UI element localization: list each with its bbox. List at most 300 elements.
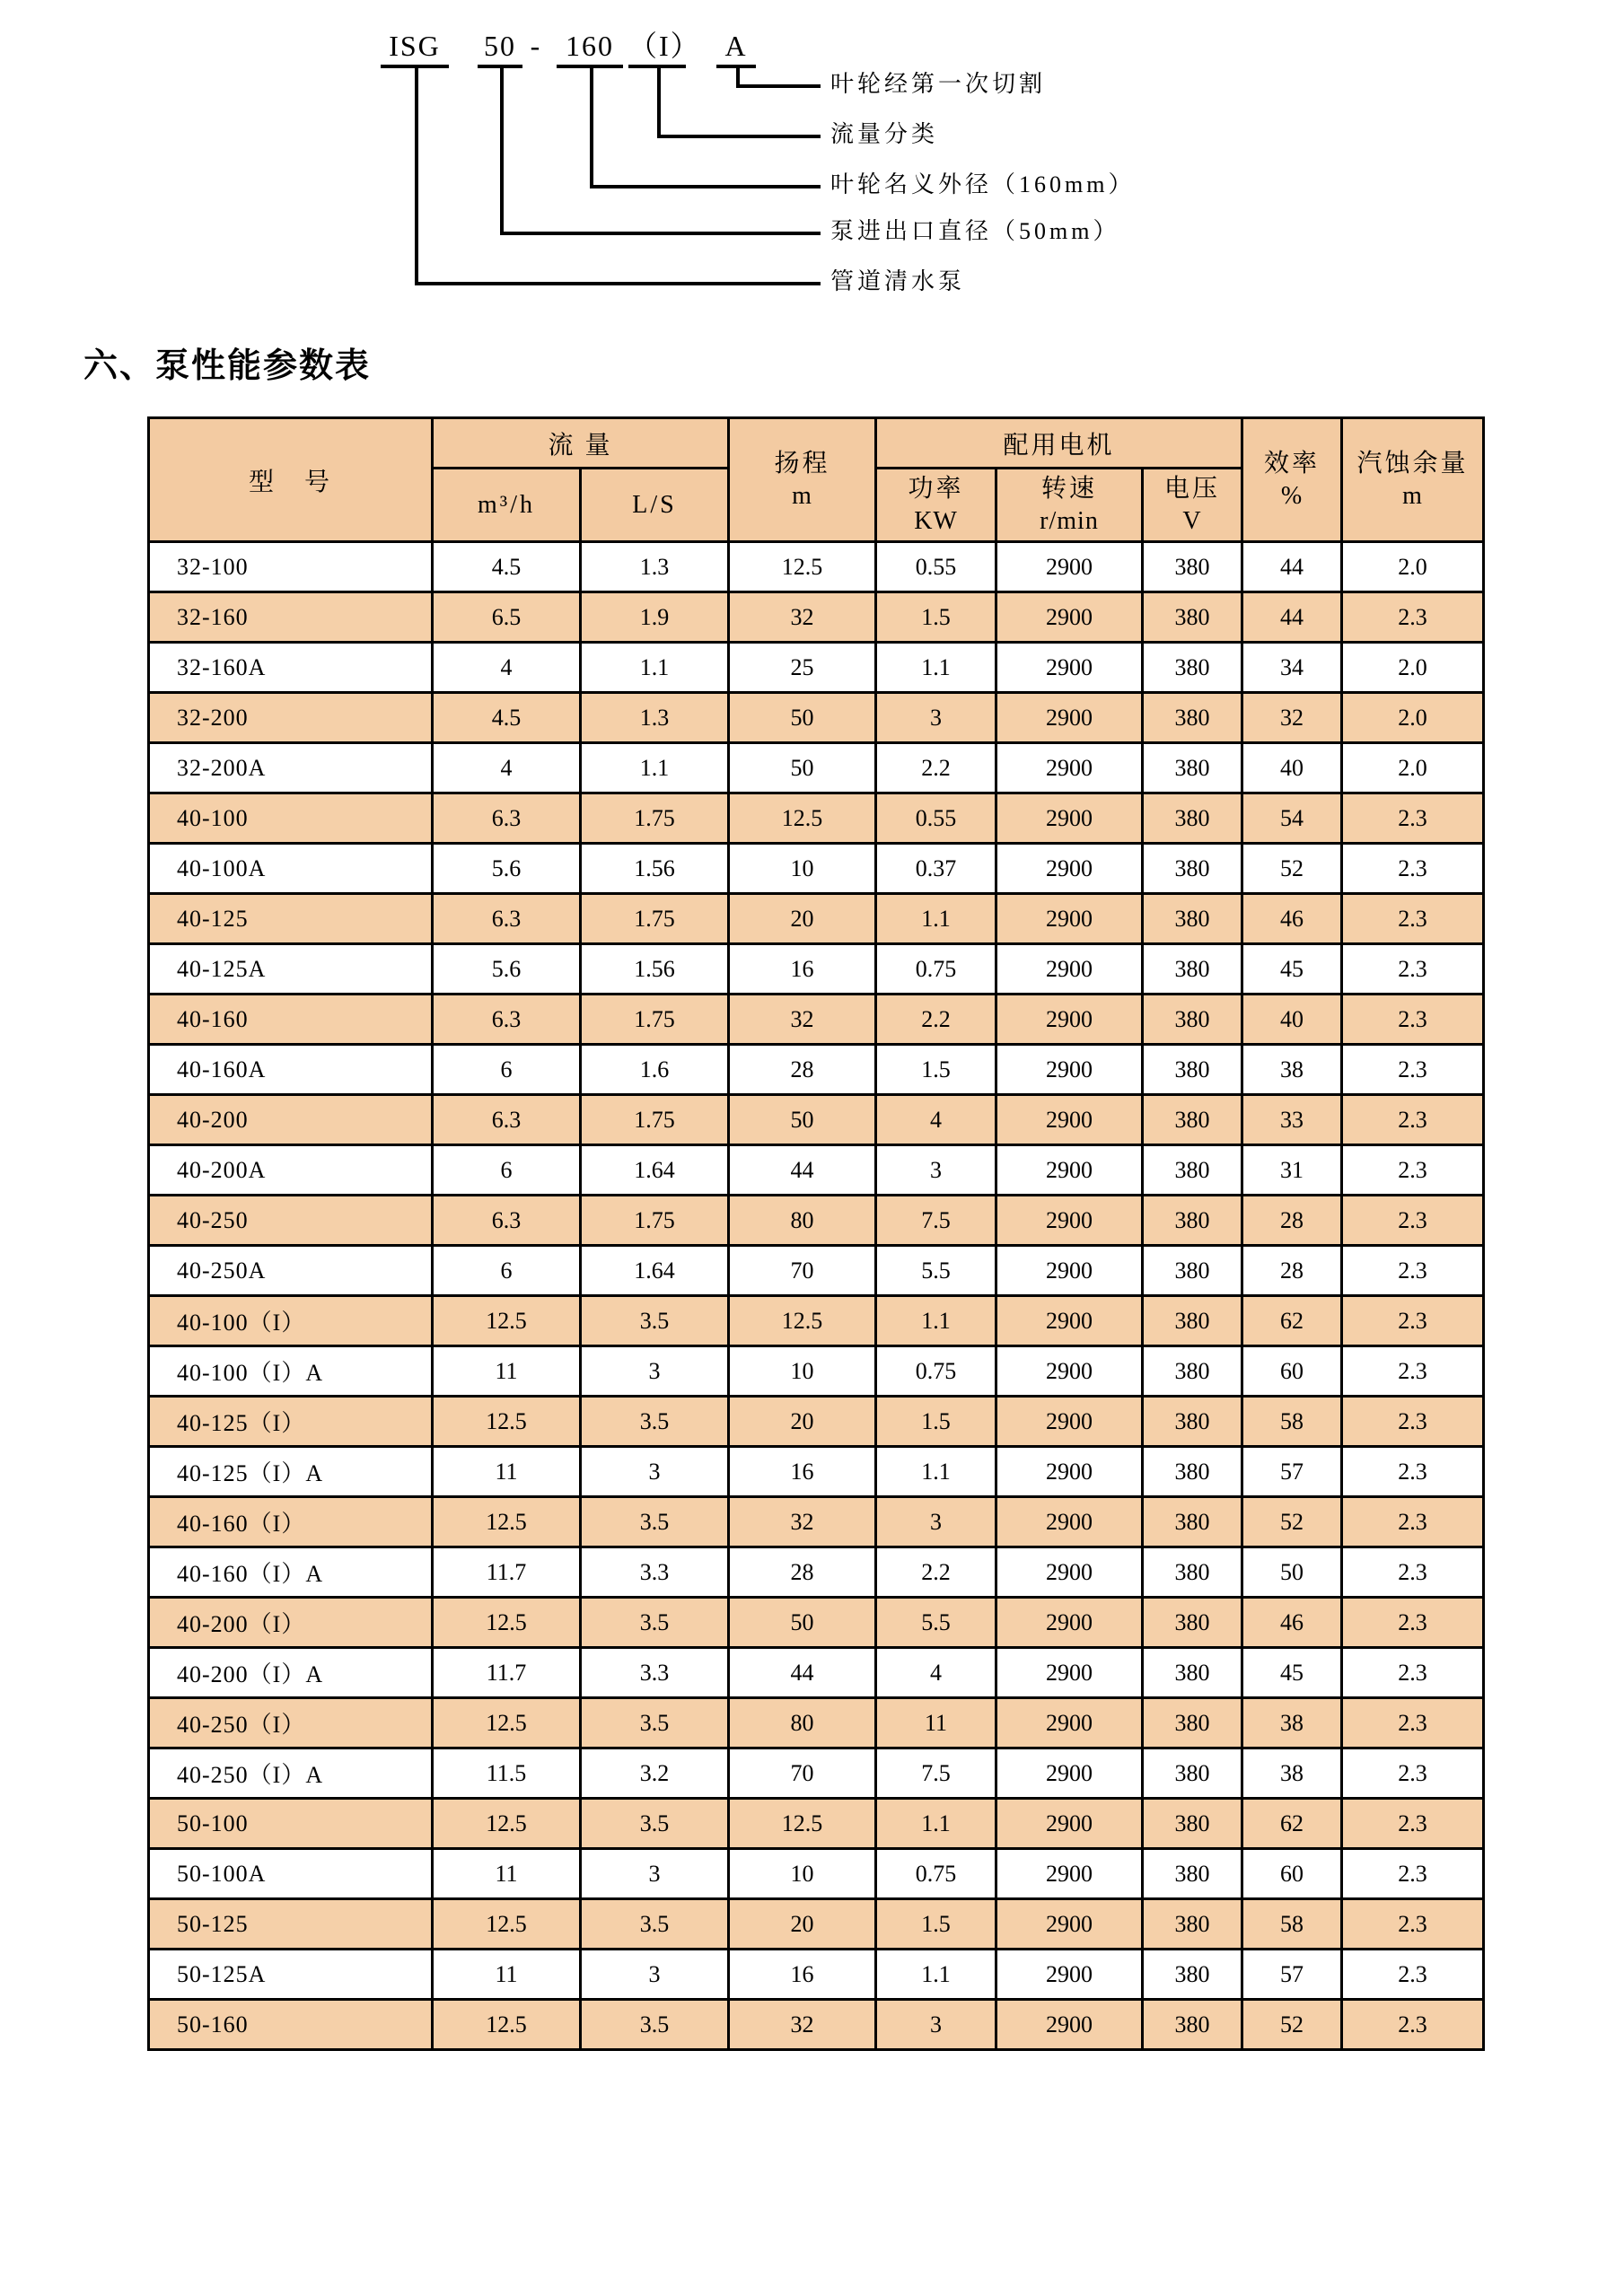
cell-npsh: 2.3 [1342, 1397, 1484, 1447]
cell-npsh: 2.3 [1342, 1799, 1484, 1849]
cell-m3h: 12.5 [433, 1497, 581, 1547]
cell-v: 380 [1143, 844, 1242, 894]
cell-v: 380 [1143, 743, 1242, 793]
cell-v: 380 [1143, 995, 1242, 1045]
header-voltage-label: 电压 [1164, 474, 1221, 503]
cell-npsh: 2.3 [1342, 1346, 1484, 1397]
cell-ls: 1.75 [581, 793, 729, 844]
cell-m3h: 12.5 [433, 1296, 581, 1346]
cell-npsh: 2.3 [1342, 1748, 1484, 1799]
header-flow-group: 流 量 [433, 418, 729, 469]
cell-model: 40-100A [149, 844, 433, 894]
cell-rpm: 2900 [996, 1045, 1143, 1095]
cell-rpm: 2900 [996, 944, 1143, 995]
table-row [149, 1547, 1484, 1598]
table-row [149, 1748, 1484, 1799]
table-row [149, 1950, 1484, 2000]
cell-rpm: 2900 [996, 1598, 1143, 1648]
cell-m3h: 12.5 [433, 1397, 581, 1447]
cell-eff: 46 [1242, 894, 1342, 944]
cell-npsh: 2.3 [1342, 1246, 1484, 1296]
cell-ls: 1.6 [581, 1045, 729, 1095]
cell-rpm: 2900 [996, 1849, 1143, 1899]
table-row [149, 1145, 1484, 1196]
cell-ls: 3 [581, 1849, 729, 1899]
header-power-label: 功率 [908, 474, 964, 503]
cell-npsh: 2.3 [1342, 1648, 1484, 1698]
cell-kw: 1.1 [876, 894, 996, 944]
cell-v: 380 [1143, 1950, 1242, 2000]
cell-eff: 44 [1242, 592, 1342, 643]
code-segment-series: ISG [381, 27, 449, 68]
cell-model: 40-125A [149, 944, 433, 995]
cell-model: 40-160 [149, 995, 433, 1045]
cell-ls: 1.75 [581, 995, 729, 1045]
cell-m3h: 11 [433, 1849, 581, 1899]
table-row [149, 793, 1484, 844]
cell-m3h: 6 [433, 1045, 581, 1095]
cell-m3h: 6.3 [433, 793, 581, 844]
header-npsh [1342, 418, 1484, 542]
cell-v: 380 [1143, 944, 1242, 995]
cell-v: 380 [1143, 1346, 1242, 1397]
cell-head: 44 [729, 1648, 876, 1698]
cell-ls: 3.5 [581, 1397, 729, 1447]
header-head-unit: m [792, 481, 812, 510]
cell-ls: 1.56 [581, 944, 729, 995]
header-efficiency [1242, 418, 1342, 542]
cell-eff: 45 [1242, 944, 1342, 995]
cell-m3h: 6.3 [433, 1095, 581, 1145]
cell-model: 50-125A [149, 1950, 433, 2000]
cell-model: 40-160（I）A [149, 1547, 433, 1598]
cell-head: 32 [729, 2000, 876, 2050]
cell-ls: 3 [581, 1346, 729, 1397]
cell-eff: 52 [1242, 844, 1342, 894]
cell-model: 40-200（I） [149, 1598, 433, 1648]
cell-ls: 1.75 [581, 894, 729, 944]
cell-kw: 7.5 [876, 1196, 996, 1246]
cell-npsh: 2.3 [1342, 1950, 1484, 2000]
cell-model: 32-200A [149, 743, 433, 793]
table-row [149, 643, 1484, 693]
cell-ls: 1.1 [581, 643, 729, 693]
cell-rpm: 2900 [996, 1145, 1143, 1196]
cell-npsh: 2.3 [1342, 944, 1484, 995]
cell-model: 40-100 [149, 793, 433, 844]
cell-ls: 3.3 [581, 1547, 729, 1598]
section-title: 六、泵性能参数表 [83, 347, 372, 385]
cell-ls: 1.75 [581, 1196, 729, 1246]
header-npsh-unit: m [1402, 481, 1423, 510]
cell-npsh: 2.3 [1342, 793, 1484, 844]
cell-kw: 3 [876, 1497, 996, 1547]
cell-model: 40-100（I） [149, 1296, 433, 1346]
cell-rpm: 2900 [996, 1698, 1143, 1748]
cell-m3h: 4.5 [433, 542, 581, 592]
cell-m3h: 12.5 [433, 1698, 581, 1748]
cell-head: 50 [729, 1598, 876, 1648]
cell-v: 380 [1143, 1497, 1242, 1547]
cell-kw: 7.5 [876, 1748, 996, 1799]
cell-v: 380 [1143, 793, 1242, 844]
cell-eff: 57 [1242, 1447, 1342, 1497]
cell-npsh: 2.3 [1342, 1296, 1484, 1346]
cell-eff: 52 [1242, 2000, 1342, 2050]
cell-kw: 4 [876, 1095, 996, 1145]
cell-npsh: 2.3 [1342, 1196, 1484, 1246]
table-row [149, 995, 1484, 1045]
cell-eff: 33 [1242, 1095, 1342, 1145]
cell-eff: 57 [1242, 1950, 1342, 2000]
cell-kw: 0.75 [876, 944, 996, 995]
connector-line-series [415, 68, 821, 285]
header-flow-ls: L/S [581, 469, 729, 542]
cell-npsh: 2.0 [1342, 643, 1484, 693]
cell-kw: 3 [876, 693, 996, 743]
cell-head: 32 [729, 1497, 876, 1547]
cell-model: 40-125 [149, 894, 433, 944]
cell-model: 40-200（I）A [149, 1648, 433, 1698]
cell-rpm: 2900 [996, 693, 1143, 743]
cell-v: 380 [1143, 1849, 1242, 1899]
cell-m3h: 11 [433, 1346, 581, 1397]
cell-m3h: 6 [433, 1246, 581, 1296]
cell-rpm: 2900 [996, 1397, 1143, 1447]
cell-m3h: 6.3 [433, 995, 581, 1045]
cell-eff: 28 [1242, 1196, 1342, 1246]
cell-ls: 3 [581, 1447, 729, 1497]
cell-head: 32 [729, 592, 876, 643]
header-voltage-unit: V [1182, 506, 1202, 535]
cell-eff: 62 [1242, 1799, 1342, 1849]
cell-v: 380 [1143, 1045, 1242, 1095]
cell-model: 32-160 [149, 592, 433, 643]
cell-m3h: 6 [433, 1145, 581, 1196]
cell-npsh: 2.3 [1342, 1547, 1484, 1598]
cell-rpm: 2900 [996, 1196, 1143, 1246]
cell-head: 50 [729, 693, 876, 743]
cell-head: 32 [729, 995, 876, 1045]
cell-eff: 60 [1242, 1346, 1342, 1397]
cell-ls: 3.5 [581, 1598, 729, 1648]
cell-ls: 3.2 [581, 1748, 729, 1799]
cell-model: 50-100 [149, 1799, 433, 1849]
table-row [149, 743, 1484, 793]
cell-ls: 3.5 [581, 1296, 729, 1346]
cell-m3h: 11.5 [433, 1748, 581, 1799]
cell-m3h: 12.5 [433, 1598, 581, 1648]
cell-eff: 52 [1242, 1497, 1342, 1547]
cell-v: 380 [1143, 592, 1242, 643]
cell-m3h: 12.5 [433, 1899, 581, 1950]
cell-npsh: 2.0 [1342, 743, 1484, 793]
cell-ls: 3.5 [581, 1698, 729, 1748]
table-row [149, 2000, 1484, 2050]
cell-v: 380 [1143, 1095, 1242, 1145]
code-segment-cut: A [716, 27, 756, 68]
header-efficiency-unit: % [1280, 481, 1304, 510]
cell-eff: 32 [1242, 693, 1342, 743]
cell-model: 40-250（I）A [149, 1748, 433, 1799]
cell-m3h: 5.6 [433, 944, 581, 995]
table-row [149, 1497, 1484, 1547]
cell-head: 80 [729, 1698, 876, 1748]
code-label-inlet: 泵进出口直径（50mm） [830, 218, 1120, 244]
cell-npsh: 2.0 [1342, 542, 1484, 592]
cell-rpm: 2900 [996, 844, 1143, 894]
cell-head: 25 [729, 643, 876, 693]
cell-eff: 38 [1242, 1045, 1342, 1095]
table-row [149, 894, 1484, 944]
cell-v: 380 [1143, 1748, 1242, 1799]
cell-v: 380 [1143, 1447, 1242, 1497]
cell-eff: 28 [1242, 1246, 1342, 1296]
code-label-series: 管道清水泵 [830, 268, 966, 294]
cell-model: 50-100A [149, 1849, 433, 1899]
cell-eff: 50 [1242, 1547, 1342, 1598]
cell-head: 20 [729, 1899, 876, 1950]
cell-npsh: 2.3 [1342, 1095, 1484, 1145]
cell-kw: 1.5 [876, 1045, 996, 1095]
cell-head: 12.5 [729, 793, 876, 844]
cell-head: 10 [729, 1849, 876, 1899]
cell-m3h: 4 [433, 743, 581, 793]
cell-npsh: 2.3 [1342, 1899, 1484, 1950]
cell-rpm: 2900 [996, 1648, 1143, 1698]
cell-eff: 60 [1242, 1849, 1342, 1899]
cell-v: 380 [1143, 1296, 1242, 1346]
cell-rpm: 2900 [996, 1748, 1143, 1799]
cell-npsh: 2.3 [1342, 1849, 1484, 1899]
header-head [729, 418, 876, 542]
cell-npsh: 2.3 [1342, 1145, 1484, 1196]
cell-model: 40-160A [149, 1045, 433, 1095]
cell-eff: 40 [1242, 743, 1342, 793]
table-row [149, 1045, 1484, 1095]
cell-rpm: 2900 [996, 1346, 1143, 1397]
cell-model: 50-125 [149, 1899, 433, 1950]
cell-m3h: 4.5 [433, 693, 581, 743]
cell-head: 28 [729, 1045, 876, 1095]
cell-kw: 3 [876, 1145, 996, 1196]
cell-rpm: 2900 [996, 1799, 1143, 1849]
cell-head: 16 [729, 944, 876, 995]
cell-head: 44 [729, 1145, 876, 1196]
cell-rpm: 2900 [996, 1547, 1143, 1598]
cell-model: 40-250（I） [149, 1698, 433, 1748]
cell-npsh: 2.3 [1342, 844, 1484, 894]
cell-ls: 1.1 [581, 743, 729, 793]
cell-kw: 1.1 [876, 1950, 996, 2000]
cell-eff: 54 [1242, 793, 1342, 844]
cell-head: 20 [729, 1397, 876, 1447]
cell-m3h: 11.7 [433, 1648, 581, 1698]
header-power-unit: KW [914, 506, 958, 535]
cell-m3h: 4 [433, 643, 581, 693]
table-row [149, 844, 1484, 894]
cell-eff: 31 [1242, 1145, 1342, 1196]
cell-model: 40-250 [149, 1196, 433, 1246]
cell-eff: 34 [1242, 643, 1342, 693]
table-row [149, 1095, 1484, 1145]
pump-model-code-diagram [0, 0, 1624, 323]
cell-head: 12.5 [729, 1799, 876, 1849]
header-flow-m3h: m³/h [433, 469, 581, 542]
cell-v: 380 [1143, 1196, 1242, 1246]
table-row [149, 944, 1484, 995]
table-row [149, 1698, 1484, 1748]
cell-model: 32-100 [149, 542, 433, 592]
cell-rpm: 2900 [996, 2000, 1143, 2050]
cell-rpm: 2900 [996, 1950, 1143, 2000]
cell-npsh: 2.3 [1342, 1045, 1484, 1095]
cell-ls: 1.64 [581, 1145, 729, 1196]
cell-head: 12.5 [729, 1296, 876, 1346]
cell-kw: 4 [876, 1648, 996, 1698]
code-segment-diameter: 160 [557, 27, 623, 68]
cell-v: 380 [1143, 2000, 1242, 2050]
header-efficiency-label: 效率 [1264, 449, 1321, 478]
cell-head: 10 [729, 844, 876, 894]
code-label-flow-class: 流量分类 [830, 121, 939, 147]
table-row [149, 1799, 1484, 1849]
cell-rpm: 2900 [996, 894, 1143, 944]
cell-head: 10 [729, 1346, 876, 1397]
cell-rpm: 2900 [996, 1497, 1143, 1547]
cell-v: 380 [1143, 542, 1242, 592]
cell-head: 50 [729, 1095, 876, 1145]
table-row [149, 1447, 1484, 1497]
cell-v: 380 [1143, 1598, 1242, 1648]
table-row [149, 1397, 1484, 1447]
cell-kw: 0.55 [876, 542, 996, 592]
cell-v: 380 [1143, 643, 1242, 693]
cell-kw: 1.1 [876, 643, 996, 693]
cell-head: 12.5 [729, 542, 876, 592]
header-speed-label: 转速 [1041, 474, 1098, 503]
cell-v: 380 [1143, 894, 1242, 944]
cell-v: 380 [1143, 1397, 1242, 1447]
header-speed [996, 469, 1143, 542]
header-voltage [1143, 469, 1242, 542]
table-row [149, 592, 1484, 643]
cell-head: 16 [729, 1447, 876, 1497]
cell-npsh: 2.3 [1342, 1497, 1484, 1547]
cell-model: 40-125（I） [149, 1397, 433, 1447]
cell-eff: 44 [1242, 542, 1342, 592]
table-body [149, 542, 1484, 2050]
cell-v: 380 [1143, 1799, 1242, 1849]
cell-ls: 1.3 [581, 693, 729, 743]
cell-npsh: 2.3 [1342, 894, 1484, 944]
table-row [149, 1346, 1484, 1397]
cell-model: 32-160A [149, 643, 433, 693]
cell-ls: 1.3 [581, 542, 729, 592]
table-row [149, 1648, 1484, 1698]
cell-m3h: 6.3 [433, 894, 581, 944]
cell-ls: 1.75 [581, 1095, 729, 1145]
cell-eff: 62 [1242, 1296, 1342, 1346]
cell-ls: 1.64 [581, 1246, 729, 1296]
cell-rpm: 2900 [996, 542, 1143, 592]
cell-eff: 40 [1242, 995, 1342, 1045]
pump-performance-table [147, 416, 1485, 2051]
cell-npsh: 2.3 [1342, 592, 1484, 643]
cell-v: 380 [1143, 1899, 1242, 1950]
cell-ls: 1.56 [581, 844, 729, 894]
cell-rpm: 2900 [996, 1296, 1143, 1346]
cell-ls: 3.3 [581, 1648, 729, 1698]
header-model: 型 号 [149, 418, 433, 542]
code-label-cut: 叶轮经第一次切割 [830, 71, 1047, 97]
header-power [876, 469, 996, 542]
cell-kw: 5.5 [876, 1598, 996, 1648]
cell-model: 40-125（I）A [149, 1447, 433, 1497]
cell-model: 40-100（I）A [149, 1346, 433, 1397]
cell-kw: 2.2 [876, 995, 996, 1045]
cell-npsh: 2.3 [1342, 995, 1484, 1045]
cell-eff: 38 [1242, 1698, 1342, 1748]
cell-npsh: 2.3 [1342, 1598, 1484, 1648]
cell-kw: 1.1 [876, 1799, 996, 1849]
header-npsh-label: 汽蚀余量 [1356, 449, 1469, 478]
cell-rpm: 2900 [996, 1246, 1143, 1296]
cell-ls: 3.5 [581, 1899, 729, 1950]
cell-kw: 1.1 [876, 1447, 996, 1497]
cell-kw: 0.55 [876, 793, 996, 844]
cell-head: 70 [729, 1748, 876, 1799]
table-row [149, 1598, 1484, 1648]
table-row [149, 693, 1484, 743]
cell-kw: 0.37 [876, 844, 996, 894]
cell-ls: 3 [581, 1950, 729, 2000]
cell-rpm: 2900 [996, 1447, 1143, 1497]
cell-model: 40-200 [149, 1095, 433, 1145]
cell-kw: 2.2 [876, 1547, 996, 1598]
cell-ls: 3.5 [581, 2000, 729, 2050]
cell-kw: 0.75 [876, 1849, 996, 1899]
cell-npsh: 2.0 [1342, 693, 1484, 743]
cell-kw: 2.2 [876, 743, 996, 793]
cell-kw: 1.5 [876, 1899, 996, 1950]
cell-head: 70 [729, 1246, 876, 1296]
cell-kw: 3 [876, 2000, 996, 2050]
cell-ls: 1.9 [581, 592, 729, 643]
cell-rpm: 2900 [996, 1095, 1143, 1145]
table-row [149, 1196, 1484, 1246]
cell-kw: 1.5 [876, 592, 996, 643]
cell-kw: 5.5 [876, 1246, 996, 1296]
cell-ls: 3.5 [581, 1799, 729, 1849]
cell-head: 20 [729, 894, 876, 944]
cell-eff: 46 [1242, 1598, 1342, 1648]
cell-npsh: 2.3 [1342, 1447, 1484, 1497]
cell-model: 40-250A [149, 1246, 433, 1296]
cell-kw: 1.1 [876, 1296, 996, 1346]
cell-rpm: 2900 [996, 995, 1143, 1045]
cell-ls: 3.5 [581, 1497, 729, 1547]
cell-v: 380 [1143, 1145, 1242, 1196]
cell-m3h: 6.3 [433, 1196, 581, 1246]
cell-model: 40-160（I） [149, 1497, 433, 1547]
cell-rpm: 2900 [996, 1899, 1143, 1950]
cell-rpm: 2900 [996, 793, 1143, 844]
table-row [149, 1849, 1484, 1899]
cell-head: 80 [729, 1196, 876, 1246]
cell-rpm: 2900 [996, 643, 1143, 693]
cell-model: 50-160 [149, 2000, 433, 2050]
